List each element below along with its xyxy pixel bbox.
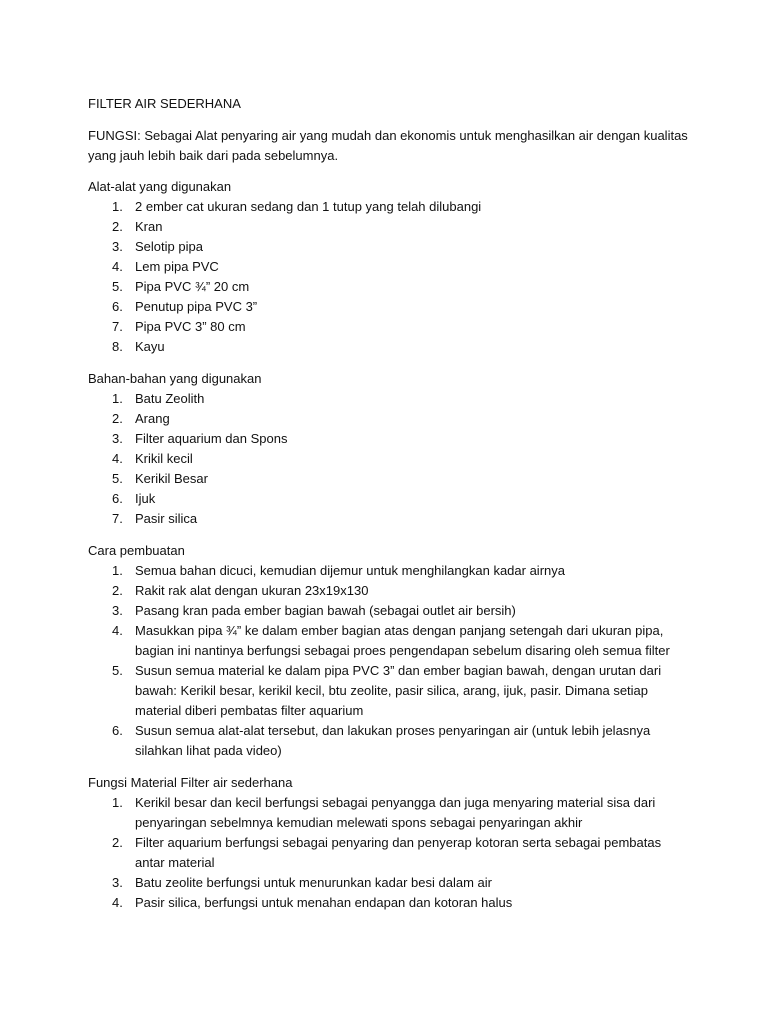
list-item-text: Susun semua alat-alat tersebut, dan lakukan proses penyaringan air (untuk lebih jelasnya silahkan lihat pada video): [135, 723, 651, 758]
list-item-number: 2.: [112, 835, 123, 850]
section-heading: Fungsi Material Filter air sederhana: [88, 775, 293, 790]
numbered-list: [88, 561, 688, 761]
sections-container: [88, 177, 688, 913]
list-item: [88, 581, 688, 601]
list-item-number: 4.: [112, 259, 123, 274]
list-item-number: 6.: [112, 491, 123, 506]
list-item-text: Arang: [135, 411, 170, 426]
function-paragraph: FUNGSI: Sebagai Alat penyaring air yang mudah dan ekonomis untuk menghasilkan air dengan kualitas yang jauh lebih baik dari pada sebelumnya.: [88, 128, 688, 163]
list-item: [88, 509, 688, 529]
section-heading: Bahan-bahan yang digunakan: [88, 371, 262, 386]
list-item-text: Pipa PVC ¾” 20 cm: [135, 279, 250, 294]
list-item-number: 2.: [112, 219, 123, 234]
list-item: [88, 793, 688, 833]
list-item: [88, 621, 688, 661]
list-item: [88, 721, 688, 761]
section-3: [88, 773, 688, 913]
list-item-number: 4.: [112, 895, 123, 910]
list-item-number: 4.: [112, 451, 123, 466]
list-item-text: Lem pipa PVC: [135, 259, 219, 274]
list-item-number: 1.: [112, 795, 123, 810]
list-item-number: 3.: [112, 431, 123, 446]
list-item-number: 3.: [112, 603, 123, 618]
list-item-text: Batu Zeolith: [135, 391, 205, 406]
document-title: FILTER AIR SEDERHANA: [88, 96, 241, 111]
list-item-text: Ijuk: [135, 491, 156, 506]
list-item-text: Semua bahan dicuci, kemudian dijemur untuk menghilangkan kadar airnya: [135, 563, 565, 578]
list-item-text: Kerikil Besar: [135, 471, 208, 486]
section-2: [88, 541, 688, 761]
list-item-text: Kayu: [135, 339, 165, 354]
list-item: [88, 449, 688, 469]
list-item: [88, 409, 688, 429]
section-1: [88, 369, 688, 529]
list-item: [88, 469, 688, 489]
list-item-number: 1.: [112, 199, 123, 214]
list-item-number: 3.: [112, 875, 123, 890]
list-item-text: Selotip pipa: [135, 239, 203, 254]
numbered-list: [88, 793, 688, 913]
list-item-text: Rakit rak alat dengan ukuran 23x19x130: [135, 583, 369, 598]
list-item-number: 3.: [112, 239, 123, 254]
document-page: [88, 94, 688, 925]
numbered-list: [88, 389, 688, 529]
list-item: [88, 561, 688, 581]
list-item-text: Kerikil besar dan kecil berfungsi sebagai penyangga dan juga menyaring material sisa dari penyaringan sebelmnya kemudian melewati spons sebagai penyaringan akhir: [135, 795, 656, 830]
list-item: [88, 277, 688, 297]
list-item: [88, 873, 688, 893]
list-item-number: 7.: [112, 319, 123, 334]
list-item: [88, 429, 688, 449]
list-item-text: Masukkan pipa ¾” ke dalam ember bagian atas dengan panjang setengah dari ukuran pipa, bagian ini nantinya berfungsi sebagai proes pengendapan sebelum disaring oleh semua filter: [135, 623, 670, 658]
section-heading: Cara pembuatan: [88, 543, 185, 558]
list-item: [88, 237, 688, 257]
list-item-text: Filter aquarium dan Spons: [135, 431, 288, 446]
list-item: [88, 317, 688, 337]
list-item-text: Pasang kran pada ember bagian bawah (sebagai outlet air bersih): [135, 603, 516, 618]
list-item-text: Penutup pipa PVC 3”: [135, 299, 258, 314]
list-item: [88, 893, 688, 913]
list-item-number: 5.: [112, 663, 123, 678]
list-item-text: Batu zeolite berfungsi untuk menurunkan kadar besi dalam air: [135, 875, 492, 890]
list-item-text: Pipa PVC 3” 80 cm: [135, 319, 246, 334]
list-item: [88, 389, 688, 409]
list-item-number: 5.: [112, 279, 123, 294]
list-item: [88, 833, 688, 873]
list-item: [88, 297, 688, 317]
list-item: [88, 337, 688, 357]
list-item-number: 5.: [112, 471, 123, 486]
list-item-text: Filter aquarium berfungsi sebagai penyaring dan penyerap kotoran serta sebagai pembatas antar material: [135, 835, 662, 870]
list-item: [88, 601, 688, 621]
list-item-text: Pasir silica: [135, 511, 198, 526]
list-item-number: 4.: [112, 623, 123, 638]
list-item-text: Pasir silica, berfungsi untuk menahan endapan dan kotoran halus: [135, 895, 513, 910]
list-item-number: 6.: [112, 723, 123, 738]
list-item-number: 6.: [112, 299, 123, 314]
list-item-text: Susun semua material ke dalam pipa PVC 3” dan ember bagian bawah, dengan urutan dari bawah: Kerikil besar, kerikil kecil, btu zeolite, pasir silica, arang, ijuk, pasir. Dimana setiap material diberi pembatas filter aquarium: [135, 663, 662, 718]
list-item: [88, 197, 688, 217]
list-item-number: 7.: [112, 511, 123, 526]
list-item-number: 8.: [112, 339, 123, 354]
list-item: [88, 217, 688, 237]
list-item: [88, 257, 688, 277]
list-item: [88, 489, 688, 509]
section-heading: Alat-alat yang digunakan: [88, 179, 232, 194]
list-item-number: 2.: [112, 583, 123, 598]
list-item-number: 1.: [112, 563, 123, 578]
list-item-text: Kran: [135, 219, 163, 234]
list-item-text: 2 ember cat ukuran sedang dan 1 tutup yang telah dilubangi: [135, 199, 482, 214]
numbered-list: [88, 197, 688, 357]
list-item: [88, 661, 688, 721]
section-0: [88, 177, 688, 357]
list-item-number: 2.: [112, 411, 123, 426]
list-item-text: Krikil kecil: [135, 451, 193, 466]
list-item-number: 1.: [112, 391, 123, 406]
